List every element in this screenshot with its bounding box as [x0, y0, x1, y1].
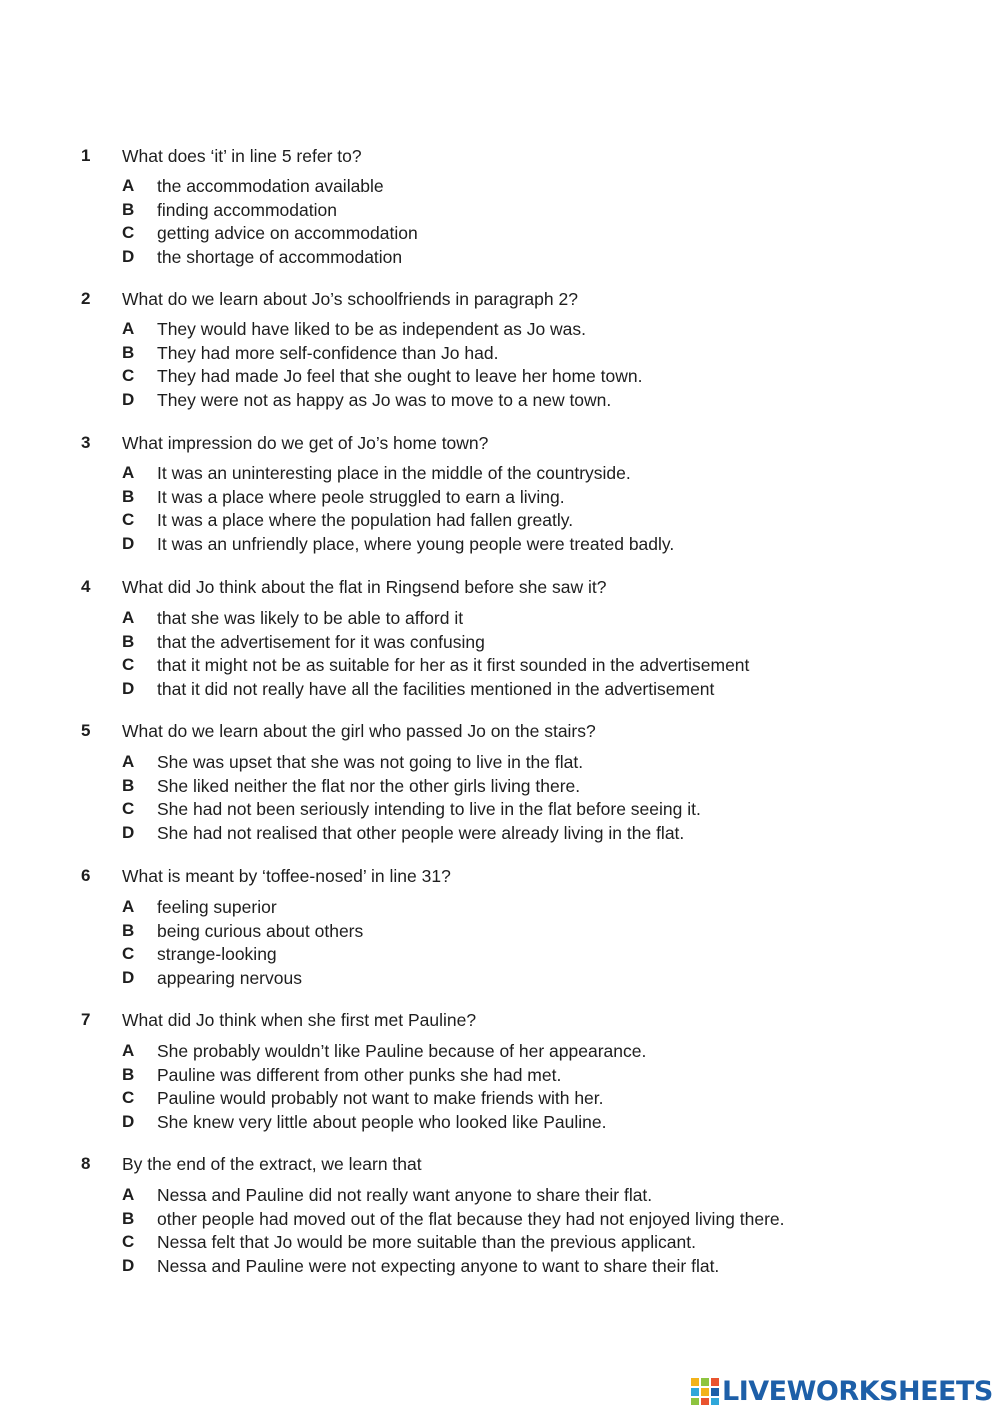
option-b[interactable] — [0, 631, 1000, 655]
option-d[interactable] — [0, 389, 1000, 413]
option-text: the accommodation available — [157, 176, 384, 196]
option-text: appearing nervous — [157, 967, 302, 988]
question-number: 4 — [81, 577, 91, 596]
option-text: They had more self-confidence than Jo had. — [157, 342, 499, 363]
option-letter: B — [122, 1208, 135, 1228]
option-letter: B — [122, 342, 135, 362]
option-text: They had made Jo feel that she ought to leave her home town. — [157, 366, 643, 386]
option-text: that it did not really have all the facilities mentioned in the advertisement — [157, 678, 715, 699]
option-b[interactable] — [0, 920, 1000, 944]
option-letter: D — [122, 1255, 135, 1275]
question-number: 8 — [81, 1154, 91, 1173]
option-text: She had not been seriously intending to live in the flat before seeing it. — [157, 799, 701, 819]
option-text: the shortage of accommodation — [157, 246, 403, 267]
option-letter: A — [122, 897, 135, 916]
option-letter: A — [122, 608, 135, 627]
option-text: being curious about others — [157, 920, 364, 941]
option-a[interactable] — [0, 1184, 1000, 1208]
question-number: 3 — [81, 433, 91, 452]
option-c[interactable] — [0, 943, 1000, 967]
option-d[interactable] — [0, 822, 1000, 846]
option-b[interactable] — [0, 486, 1000, 510]
option-text: that the advertisement for it was confusing — [157, 631, 485, 652]
option-text: Nessa and Pauline were not expecting anyone to want to share their flat. — [157, 1255, 720, 1276]
option-c[interactable] — [0, 365, 1000, 389]
option-d[interactable] — [0, 1111, 1000, 1135]
option-letter: B — [122, 1064, 135, 1084]
option-letter: B — [122, 486, 135, 506]
option-letter: D — [122, 1111, 135, 1131]
option-c[interactable] — [0, 1087, 1000, 1111]
question-number: 6 — [81, 866, 91, 885]
option-letter: C — [122, 510, 135, 529]
option-letter: B — [122, 199, 135, 219]
option-text: Nessa felt that Jo would be more suitable than the previous applicant. — [157, 1232, 696, 1252]
option-b[interactable] — [0, 775, 1000, 799]
option-b[interactable] — [0, 342, 1000, 366]
option-text: She had not realised that other people were already living in the flat. — [157, 822, 685, 843]
option-text: She was upset that she was not going to live in the flat. — [157, 752, 584, 772]
liveworksheets-wordmark: LIVEWORKSHEETS — [722, 1375, 993, 1407]
option-letter: B — [122, 775, 135, 795]
option-c[interactable] — [0, 509, 1000, 533]
option-letter: D — [122, 822, 135, 842]
option-letter: C — [122, 655, 135, 674]
question-text: What do we learn about the girl who passed Jo on the stairs? — [122, 721, 596, 741]
liveworksheets-logo-icon — [690, 1376, 720, 1406]
option-letter: A — [122, 463, 135, 482]
question-text: What is meant by ‘toffee-nosed’ in line 31? — [122, 866, 451, 886]
question-text: What does ‘it’ in line 5 refer to? — [122, 146, 362, 166]
option-text: She knew very little about people who looked like Pauline. — [157, 1111, 607, 1132]
option-text: Pauline was different from other punks she had met. — [157, 1064, 562, 1085]
option-text: It was an unfriendly place, where young people were treated badly. — [157, 533, 675, 554]
question-text: By the end of the extract, we learn that — [122, 1154, 422, 1174]
option-text: It was a place where the population had fallen greatly. — [157, 510, 574, 530]
option-letter: C — [122, 1088, 135, 1107]
option-a[interactable] — [0, 751, 1000, 775]
option-text: It was a place where peole struggled to earn a living. — [157, 486, 565, 507]
option-a[interactable] — [0, 462, 1000, 486]
option-letter: C — [122, 1232, 135, 1251]
option-letter: D — [122, 246, 135, 266]
option-letter: D — [122, 678, 135, 698]
option-a[interactable] — [0, 896, 1000, 920]
option-text: other people had moved out of the flat because they had not enjoyed living there. — [157, 1208, 785, 1229]
question-text: What do we learn about Jo’s schoolfriends in paragraph 2? — [122, 289, 578, 309]
option-text: finding accommodation — [157, 199, 337, 220]
option-text: feeling superior — [157, 897, 277, 917]
option-c[interactable] — [0, 654, 1000, 678]
option-text: that it might not be as suitable for her as it first sounded in the advertisement — [157, 655, 750, 675]
option-text: that she was likely to be able to afford it — [157, 608, 464, 628]
option-c[interactable] — [0, 1231, 1000, 1255]
question-number: 1 — [81, 146, 91, 165]
option-c[interactable] — [0, 222, 1000, 246]
option-b[interactable] — [0, 1064, 1000, 1088]
option-text: She probably wouldn’t like Pauline because of her appearance. — [157, 1041, 647, 1061]
option-letter: C — [122, 944, 135, 963]
option-letter: C — [122, 366, 135, 385]
option-a[interactable] — [0, 1040, 1000, 1064]
option-letter: B — [122, 631, 135, 651]
question-text: What did Jo think about the flat in Ringsend before she saw it? — [122, 577, 607, 597]
question-text: What did Jo think when she first met Pauline? — [122, 1010, 477, 1030]
option-letter: D — [122, 533, 135, 553]
option-d[interactable] — [0, 1255, 1000, 1279]
option-text: She liked neither the flat nor the other girls living there. — [157, 775, 581, 796]
option-b[interactable] — [0, 199, 1000, 223]
question-number: 2 — [81, 289, 91, 308]
option-letter: D — [122, 967, 135, 987]
option-letter: C — [122, 223, 135, 242]
option-a[interactable] — [0, 175, 1000, 199]
option-text: getting advice on accommodation — [157, 223, 418, 243]
option-letter: A — [122, 1185, 135, 1204]
option-letter: B — [122, 920, 135, 940]
option-d[interactable] — [0, 678, 1000, 702]
option-letter: A — [122, 319, 135, 338]
option-letter: D — [122, 389, 135, 409]
option-text: They would have liked to be as independent as Jo was. — [157, 319, 587, 339]
option-d[interactable] — [0, 533, 1000, 557]
option-letter: A — [122, 1041, 135, 1060]
option-letter: A — [122, 752, 135, 771]
option-text: They were not as happy as Jo was to move to a new town. — [157, 389, 612, 410]
option-d[interactable] — [0, 246, 1000, 270]
option-text: Pauline would probably not want to make friends with her. — [157, 1088, 604, 1108]
liveworksheets-brand[interactable] — [690, 1374, 993, 1408]
option-letter: A — [122, 176, 135, 195]
option-text: Nessa and Pauline did not really want anyone to share their flat. — [157, 1185, 653, 1205]
option-a[interactable] — [0, 607, 1000, 631]
option-d[interactable] — [0, 967, 1000, 991]
question-number: 5 — [81, 721, 91, 740]
option-a[interactable] — [0, 318, 1000, 342]
option-b[interactable] — [0, 1208, 1000, 1232]
option-c[interactable] — [0, 798, 1000, 822]
option-letter: C — [122, 799, 135, 818]
option-text: It was an uninteresting place in the middle of the countryside. — [157, 463, 631, 483]
option-text: strange-looking — [157, 944, 277, 964]
question-number: 7 — [81, 1010, 91, 1029]
question-text: What impression do we get of Jo’s home town? — [122, 433, 489, 453]
